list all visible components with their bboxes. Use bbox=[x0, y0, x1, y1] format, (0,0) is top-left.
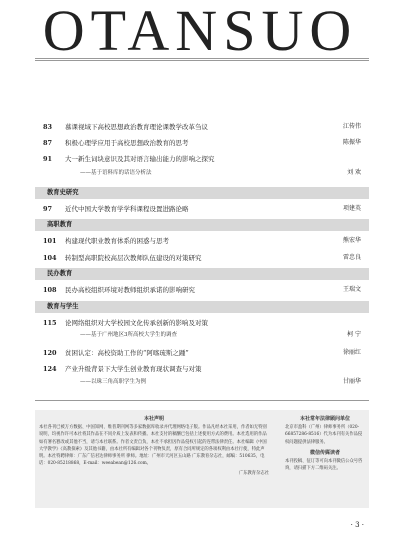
toc-entry[interactable] bbox=[35, 283, 369, 297]
legal-heading: 本社常年法律顾问单位 bbox=[299, 416, 350, 422]
page-number: 87 bbox=[43, 139, 53, 147]
toc-entry[interactable] bbox=[35, 346, 369, 360]
statement-text: 本社各刊已被万方数据、中国知网、维普期刊网等多家数据库收录并代理网络电子版。作品凡经本社采用，作者如无特别说明，均视作许可本社将其作品在不同介质上发表和传播。本社支付的稿酬已包括上述使用方式的费用。本社选用的作品如有署名篡改或其他不当，请与本社联系。作者文责自负，本社不承担因作品侵权引起的连带法律责任。本社编辑《中国大学教学》《高教探索》及其他书籍，由本社所有编辑对各个刊物负责，原有合同所规定的各项权利由本社行使，特此声明。本社特聘律师：广东广信君达律师事务所 律师。地址：广州市天河区五山路 广东教育杂志社，邮编：510635，电话：020-85218868，E-mail：weeabean@126.com。 bbox=[39, 425, 267, 467]
page-number: 97 bbox=[43, 205, 53, 213]
author: 徐丽红 bbox=[342, 349, 361, 356]
article-title: 构建现代职业教育体系的困惑与思考 bbox=[65, 237, 169, 245]
author: 熊宏华 bbox=[342, 237, 361, 244]
toc-entry[interactable] bbox=[35, 234, 369, 248]
page-number: 91 bbox=[43, 155, 53, 163]
author: 甘丽华 bbox=[342, 378, 361, 385]
article-title: 大一新生词块意识及其对语言输出能力的影响之探究 bbox=[65, 155, 215, 163]
page-number: 115 bbox=[43, 319, 57, 327]
top-divider bbox=[35, 58, 369, 59]
toc-entry[interactable] bbox=[35, 316, 369, 330]
article-title: 积极心理学应用于高校思想政治教育的思考 bbox=[65, 139, 189, 147]
toc-entry[interactable] bbox=[35, 152, 369, 166]
page-number: 108 bbox=[43, 286, 57, 294]
section-header bbox=[35, 301, 369, 313]
statement-heading: 本社声明 bbox=[143, 416, 164, 422]
page-number: 120 bbox=[43, 349, 57, 357]
footer-notice-box bbox=[35, 410, 369, 508]
legal-column bbox=[285, 416, 365, 472]
section-header bbox=[35, 187, 369, 199]
masthead-title: OTANSUO bbox=[42, 0, 358, 55]
article-subtitle: ——基于语料库的话语分析法 bbox=[80, 170, 152, 176]
author: 雷忠良 bbox=[342, 254, 361, 261]
page-number: 104 bbox=[43, 254, 57, 262]
article-title: 慕课视域下高校思想政治教育理论课教学改革刍议 bbox=[65, 123, 208, 131]
author: 江传伟 bbox=[342, 123, 361, 130]
section-header bbox=[35, 219, 369, 231]
section-label: 民办教育 bbox=[47, 270, 73, 277]
section-label: 教育史研究 bbox=[47, 189, 79, 196]
author: 刘 欢 bbox=[347, 169, 361, 176]
toc-entry[interactable] bbox=[35, 136, 369, 150]
article-title: 产业升级背景下大学生创业教育现状调查与对策 bbox=[65, 365, 202, 373]
author: 陈振华 bbox=[342, 139, 361, 146]
page-number: 101 bbox=[43, 237, 57, 245]
page-number-footer: · 3 · bbox=[350, 521, 364, 529]
author: 王瑞文 bbox=[342, 286, 361, 293]
article-subtitle: ——基于广州地区3所高校大学生的调查 bbox=[80, 332, 178, 338]
wechat-heading: 微信传媒读者 bbox=[309, 449, 340, 456]
section-label: 教育与学生 bbox=[47, 303, 79, 310]
article-title: 贫困认定：高校资助工作的“阿喀琉斯之踵” bbox=[65, 349, 189, 357]
toc-entry[interactable] bbox=[35, 202, 369, 216]
article-title: 转制型高职院校高层次教师队伍建设的对策研究 bbox=[65, 254, 202, 262]
bottom-divider bbox=[35, 400, 369, 401]
article-subtitle: ——以珠三角高职学生为例 bbox=[80, 379, 147, 385]
page-number: 124 bbox=[43, 365, 57, 373]
page-number: 83 bbox=[43, 123, 53, 131]
toc-entry[interactable] bbox=[35, 362, 369, 376]
toc-entry[interactable] bbox=[35, 120, 369, 134]
wechat-text: 本刊投稿、征订等可向本刊微信公众号咨询，请扫描下方二维码关注。 bbox=[285, 459, 363, 472]
article-title: 民办高校组织环境对教师组织承诺的影响研究 bbox=[65, 286, 195, 294]
statement-column bbox=[39, 416, 269, 478]
legal-text: 北京市盈科（广州）律师事务所（020-66857286-8516）代为本刊有关作品侵权问题提供法律服务。 bbox=[285, 425, 363, 445]
section-header bbox=[35, 268, 369, 280]
section-label: 高职教育 bbox=[47, 221, 73, 228]
author: 柯 宁 bbox=[347, 331, 361, 338]
article-title: 论网络组织对大学校园文化传承创新的影响及对策 bbox=[65, 319, 208, 327]
publisher-name: 广东教育杂志社 bbox=[238, 471, 269, 477]
article-title: 近代中国大学教育学学科课程设置进路论略 bbox=[65, 205, 189, 213]
top-divider-2 bbox=[35, 60, 369, 61]
author: 项建英 bbox=[342, 205, 361, 212]
toc-entry[interactable] bbox=[35, 251, 369, 265]
